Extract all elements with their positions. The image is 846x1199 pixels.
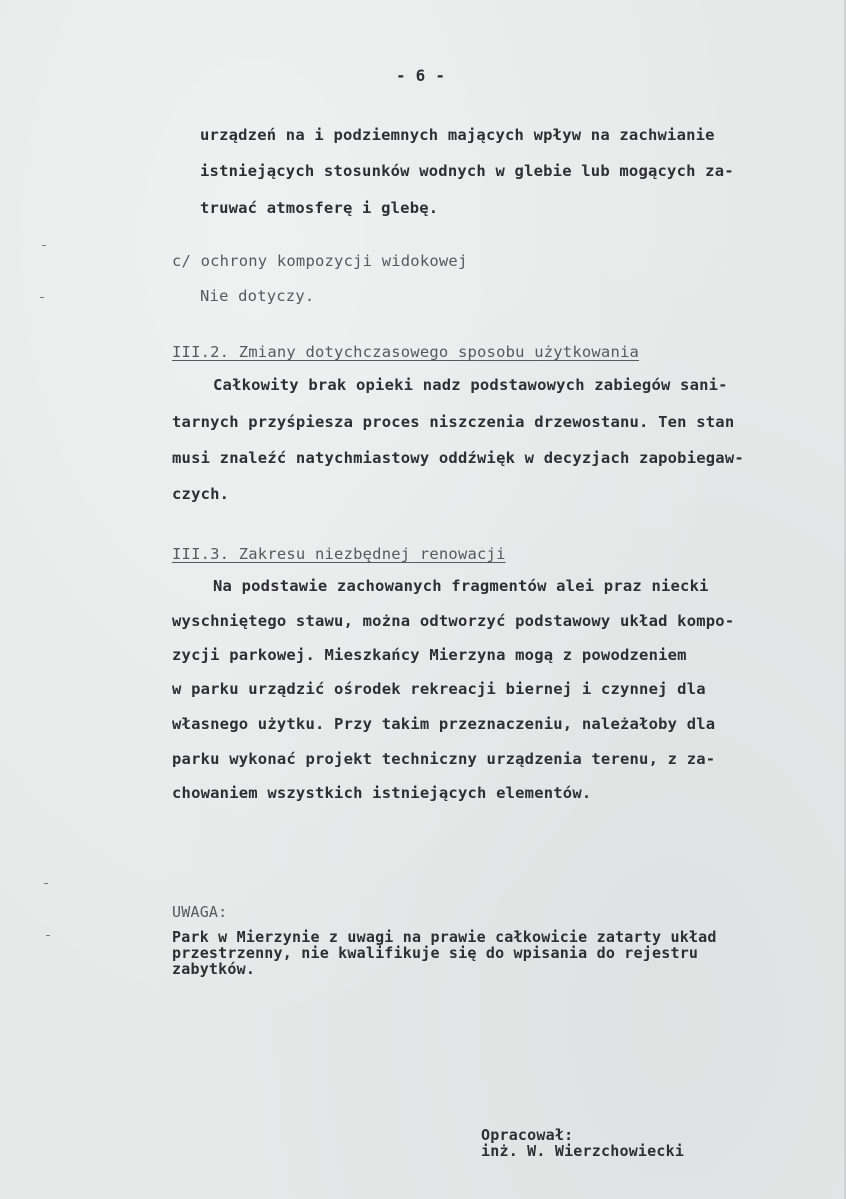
section-line: parku wykonać projekt techniczny urządzenia terenu, z za- [172, 750, 716, 768]
margin-mark [40, 297, 44, 298]
paragraph-line: istniejących stosunków wodnych w glebie lub mogących za- [200, 162, 734, 180]
margin-mark [46, 935, 50, 936]
section-line: w parku urządzić ośrodek rekreacji biernej i czynnej dla [172, 680, 706, 698]
section-line: zycji parkowej. Mieszkańcy Mierzyna mogą z powodzeniem [172, 646, 687, 664]
note-line: zabytków. [172, 960, 256, 978]
item-c-label: c/ ochrony kompozycji widokowej [172, 252, 468, 270]
section-line: musi znaleźć natychmiastowy oddźwięk w decyzjach zapobiegaw- [172, 449, 744, 467]
note-label: UWAGA: [172, 903, 228, 921]
item-c-text: Nie dotyczy. [200, 287, 315, 305]
section-line: czych. [172, 485, 230, 503]
paragraph-line: urządzeń na i podziemnych mających wpływ na zachwianie [200, 126, 715, 144]
section-line: Na podstawie zachowanych fragmentów alei praz niecki [213, 577, 709, 595]
section-line: Całkowity brak opieki nadz podstawowych zabiegów sani- [213, 376, 728, 394]
paragraph-line: truwać atmosferę i glebę. [200, 199, 439, 217]
section-line: tarnych przyśpiesza proces niszczenia drzewostanu. Ten stan [172, 413, 735, 431]
section-line: własnego użytku. Przy takim przeznaczeniu, należałoby dla [172, 715, 716, 733]
note-line: przestrzenny, nie kwalifikuje się do wpisania do rejestru [172, 944, 699, 962]
section-heading: III.3. Zakresu niezbędnej renowacji [172, 545, 506, 563]
note-line: Park w Mierzynie z uwagi na prawie całkowicie zatarty układ [172, 928, 717, 946]
section-line: chowaniem wszystkich istniejących elementów. [172, 784, 592, 802]
page-number: - 6 - [396, 66, 446, 85]
signature-label: Opracował: [481, 1126, 574, 1144]
margin-mark [42, 245, 46, 246]
section-line: wyschniętego stawu, można odtworzyć podstawowy układ kompo- [172, 612, 735, 630]
signature-name: inż. W. Wierzchowiecki [481, 1142, 685, 1160]
section-heading: III.2. Zmiany dotychczasowego sposobu użytkowania [172, 343, 640, 361]
margin-mark [44, 883, 48, 884]
